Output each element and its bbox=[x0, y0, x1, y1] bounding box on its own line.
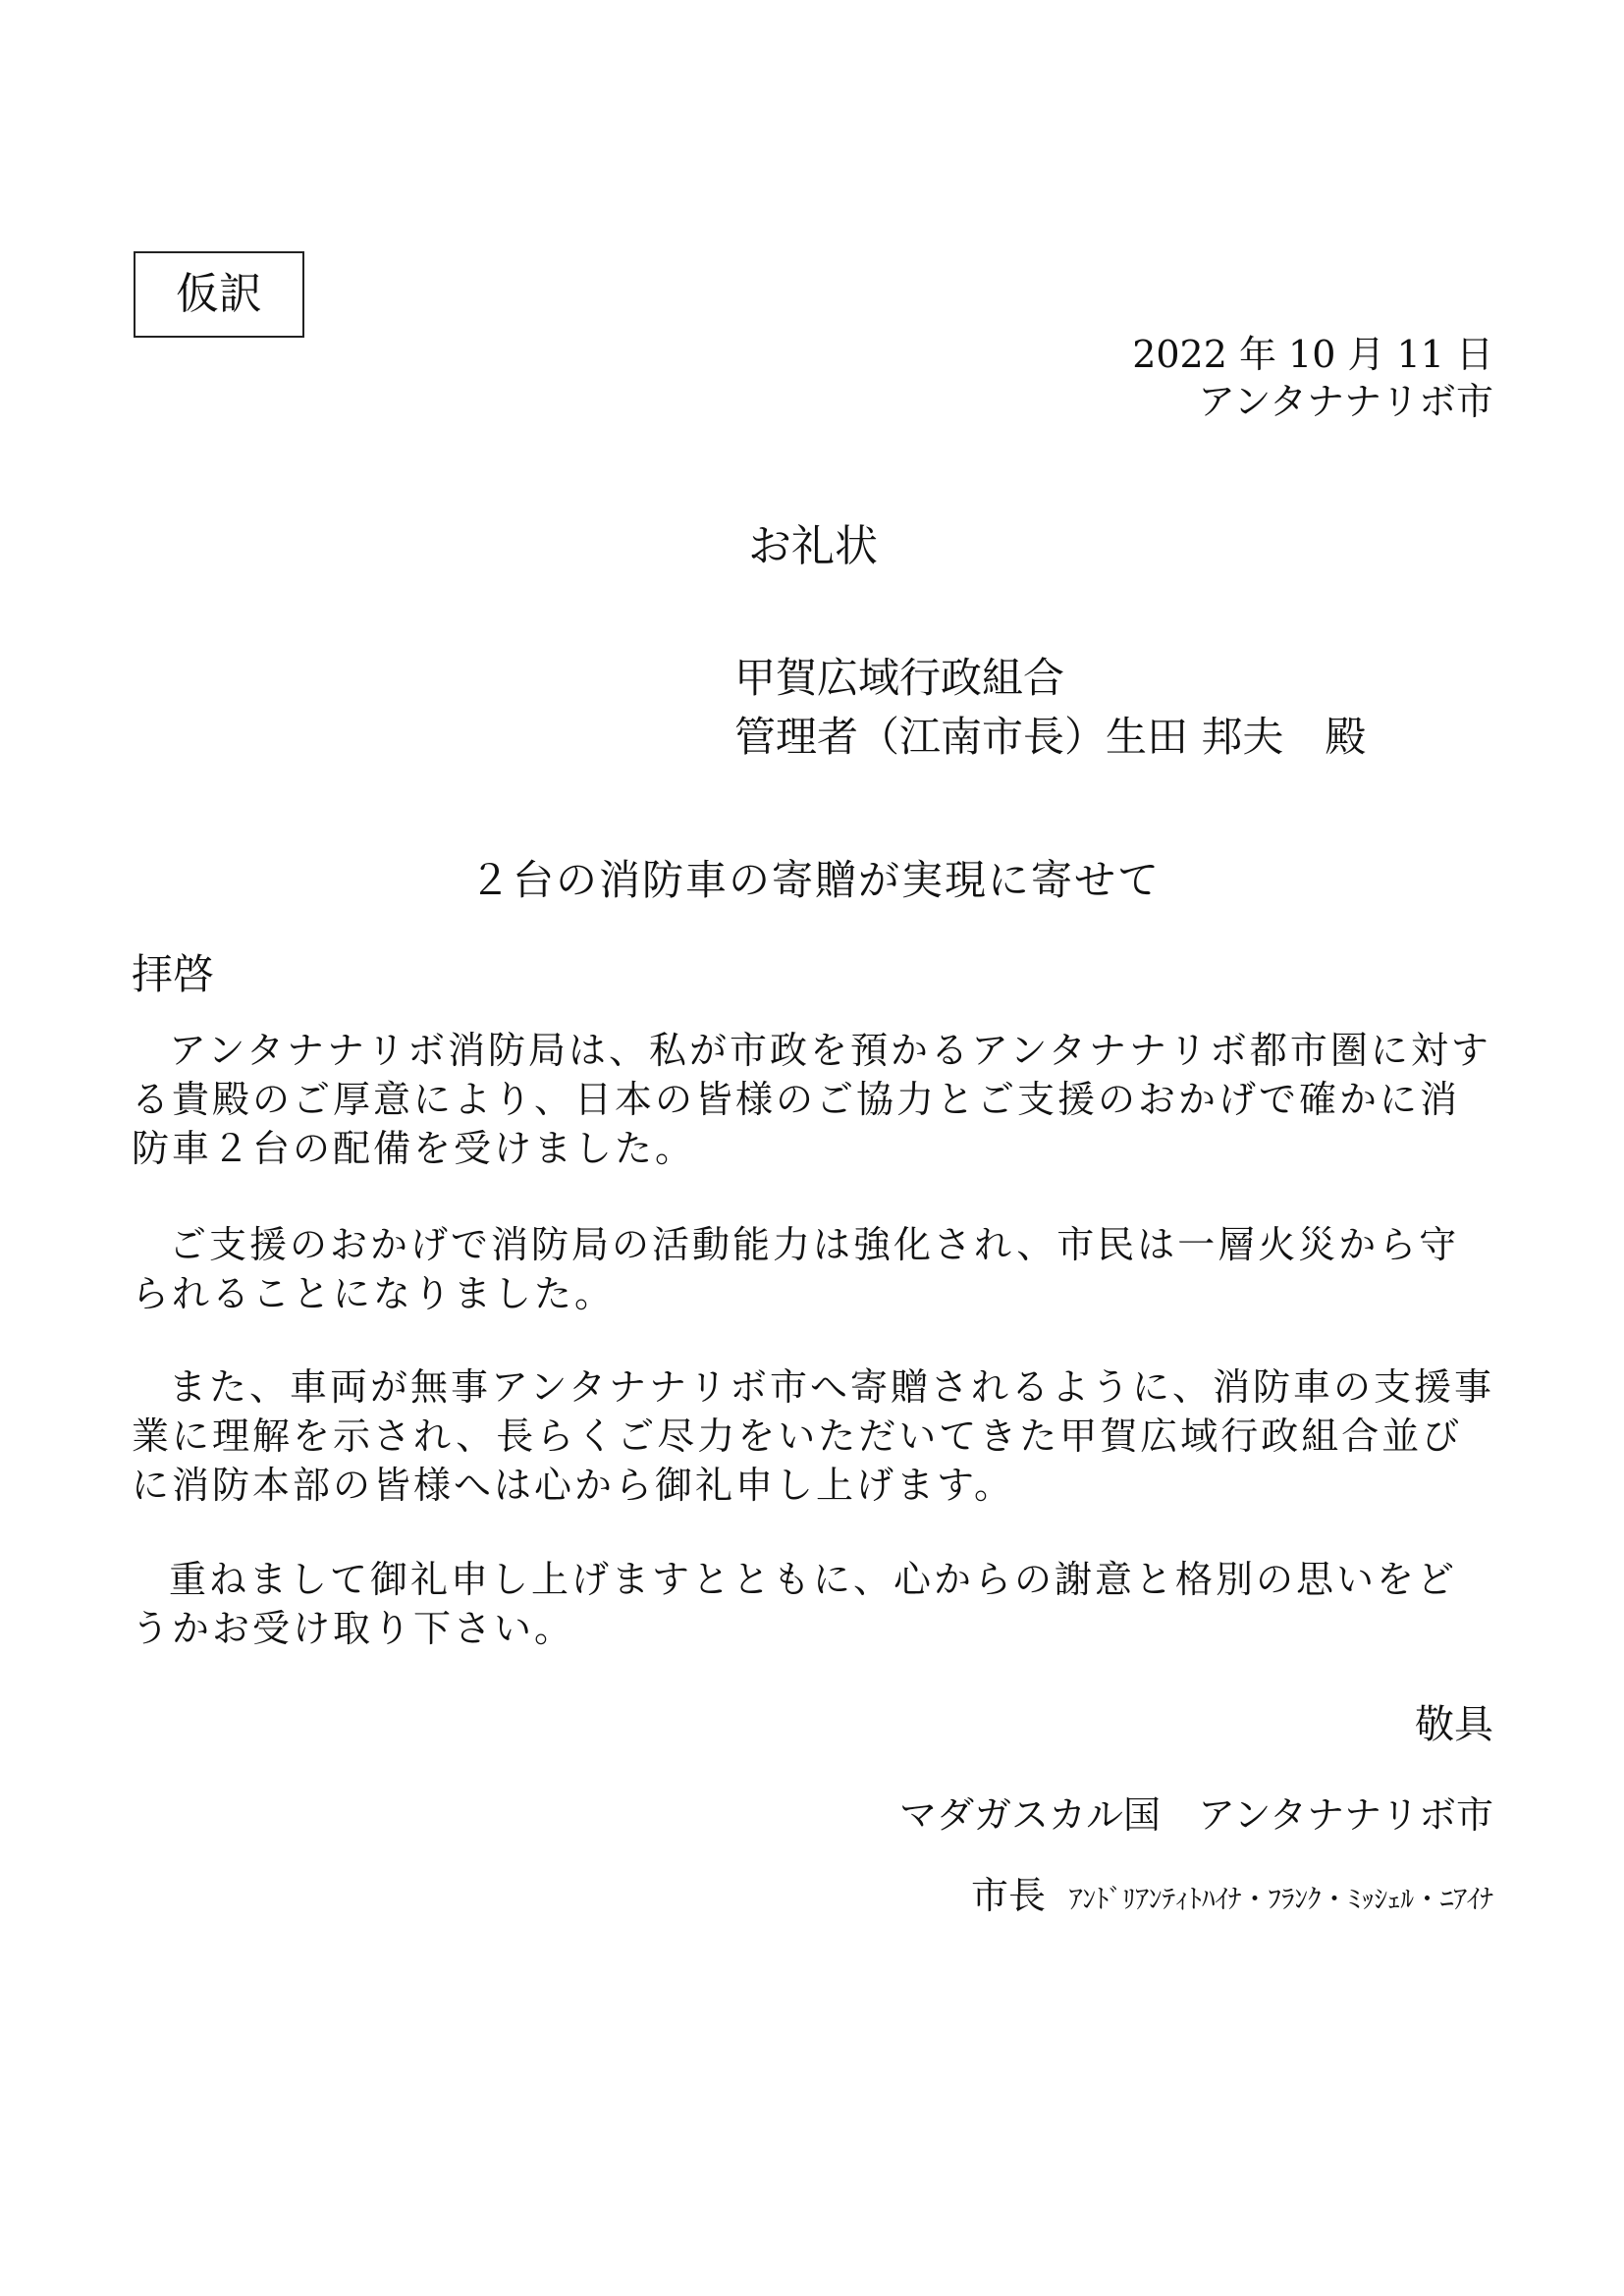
letter-subject: ２台の消防車の寄贈が実現に寄せて bbox=[469, 856, 1162, 904]
addressee-organization: 甲賀広域行政組合 bbox=[734, 654, 1065, 702]
letter-date: 2022 年 10 月 11 日 bbox=[1132, 333, 1493, 376]
mayor-name: ｱﾝﾄﾞﾘｱﾝﾃｨﾄﾊｲﾅ・ﾌﾗﾝｸ・ﾐｯｼｪﾙ・ﾆｱｲﾅ bbox=[1069, 1885, 1493, 1915]
salutation: 拝啓 bbox=[132, 950, 215, 998]
mayor-signature-line bbox=[971, 1865, 1493, 1919]
body-paragraph: ご支援のおかげで消防局の活動能力は強化され、市民は一層火災から守られることになりました。 bbox=[132, 1223, 1460, 1315]
letter-title: お礼状 bbox=[748, 521, 878, 571]
body-paragraph: 重ねまして御礼申し上げますとともに、心からの謝意と格別の思いをどうかお受け取り下さい。 bbox=[132, 1558, 1458, 1650]
mayor-title: 市長 bbox=[970, 1874, 1046, 1917]
addressee-person: 管理者（江南市長）生田 邦夫 殿 bbox=[734, 713, 1367, 761]
closing-phrase: 敬具 bbox=[1415, 1702, 1493, 1747]
provisional-translation-stamp: 仮訳 bbox=[134, 251, 304, 338]
letter-sender-city: アンタナナリボ市 bbox=[1198, 380, 1493, 423]
body-paragraph: また、車両が無事アンタナナリボ市へ寄贈されるように、消防車の支援事業に理解を示され、長らくご尽力をいただいてきた甲賀広域行政組合並びに消防本部の皆様へは心から御礼申し上げます。 bbox=[132, 1365, 1494, 1507]
sender-country-city: マダガスカル国 アンタナナリボ市 bbox=[899, 1793, 1493, 1837]
body-paragraph: アンタナナリボ消防局は、私が市政を預かるアンタナナリボ都市圏に対する貴殿のご厚意により、日本の皆様のご協力とご支援のおかげで確かに消防車２台の配備を受けました。 bbox=[132, 1029, 1491, 1170]
